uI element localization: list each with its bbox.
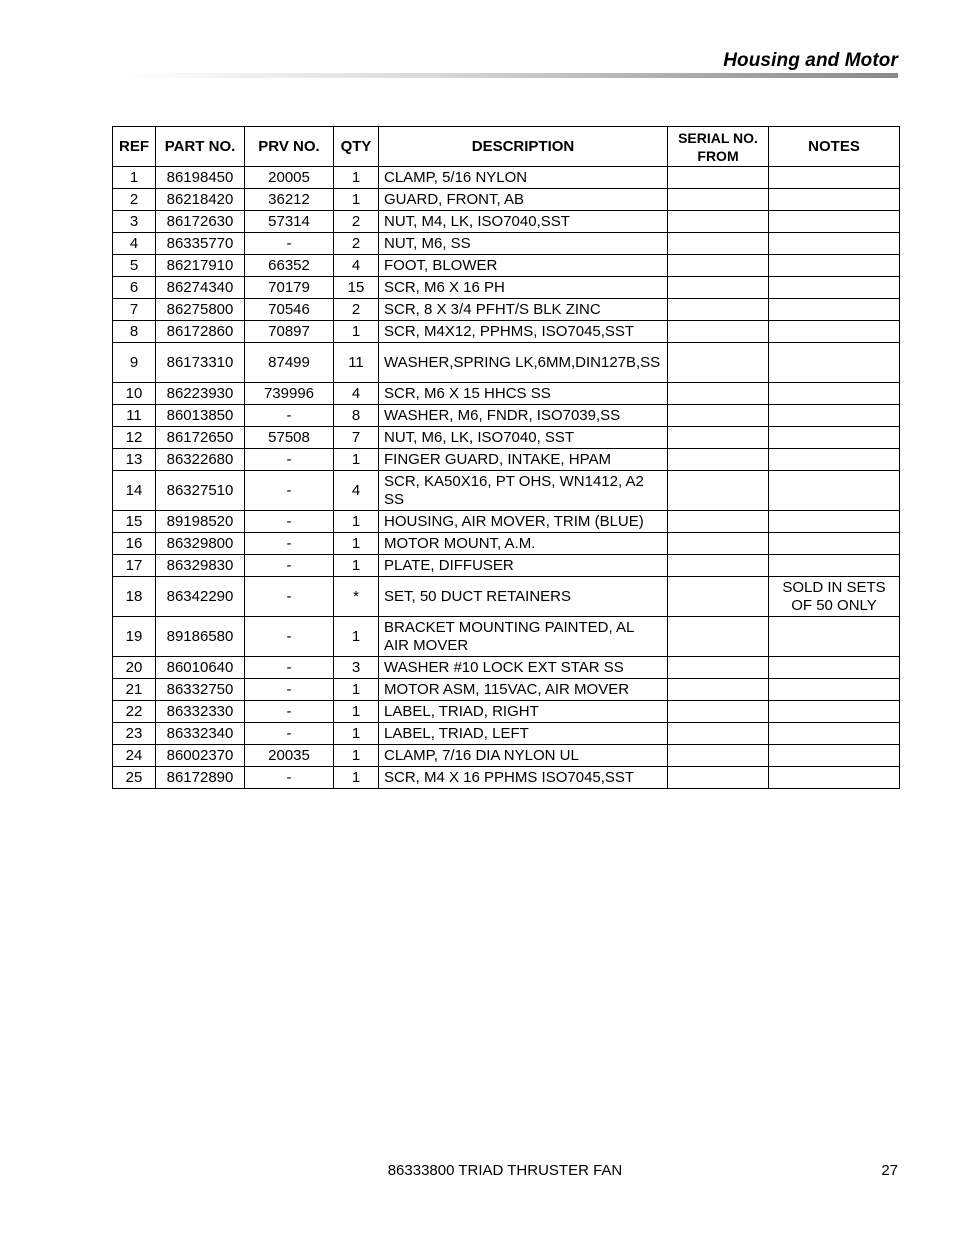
serial-from-cell — [668, 299, 769, 321]
qty-cell: 2 — [334, 299, 379, 321]
description-cell: SCR, M4 X 16 PPHMS ISO7045,SST — [379, 767, 668, 789]
part-no-cell: 86329830 — [156, 555, 245, 577]
ref-cell: 7 — [113, 299, 156, 321]
prv-no-cell: - — [245, 679, 334, 701]
notes-cell — [769, 167, 900, 189]
description-cell: NUT, M4, LK, ISO7040,SST — [379, 211, 668, 233]
notes-cell — [769, 383, 900, 405]
serial-from-cell — [668, 511, 769, 533]
notes-cell — [769, 427, 900, 449]
ref-cell: 13 — [113, 449, 156, 471]
ref-cell: 24 — [113, 745, 156, 767]
part-no-cell: 86198450 — [156, 167, 245, 189]
prv-no-cell: - — [245, 701, 334, 723]
qty-cell: 1 — [334, 679, 379, 701]
table-row — [113, 617, 900, 657]
part-no-cell: 86335770 — [156, 233, 245, 255]
description-cell: SCR, 8 X 3/4 PFHT/S BLK ZINC — [379, 299, 668, 321]
serial-from-cell — [668, 723, 769, 745]
qty-cell: 4 — [334, 471, 379, 511]
part-no-cell: 86218420 — [156, 189, 245, 211]
description-cell: NUT, M6, SS — [379, 233, 668, 255]
serial-from-cell — [668, 701, 769, 723]
qty-cell: 11 — [334, 343, 379, 383]
part-no-cell: 86013850 — [156, 405, 245, 427]
qty-cell: 2 — [334, 233, 379, 255]
prv-no-cell: 20035 — [245, 745, 334, 767]
part-no-cell: 86332340 — [156, 723, 245, 745]
footer-page-number: 27 — [881, 1162, 898, 1179]
part-no-cell: 86172860 — [156, 321, 245, 343]
table-row — [113, 577, 900, 617]
qty-cell: 15 — [334, 277, 379, 299]
part-no-cell: 86217910 — [156, 255, 245, 277]
ref-cell: 5 — [113, 255, 156, 277]
ref-cell: 25 — [113, 767, 156, 789]
description-cell: BRACKET MOUNTING PAINTED, AL AIR MOVER — [379, 617, 668, 657]
notes-cell — [769, 321, 900, 343]
table-row — [113, 189, 900, 211]
ref-cell: 16 — [113, 533, 156, 555]
description-cell: FOOT, BLOWER — [379, 255, 668, 277]
column-header-notes: NOTES — [769, 127, 900, 167]
notes-cell — [769, 255, 900, 277]
part-no-cell: 86172650 — [156, 427, 245, 449]
part-no-cell: 86223930 — [156, 383, 245, 405]
serial-from-cell — [668, 449, 769, 471]
column-header-qty: QTY — [334, 127, 379, 167]
column-header-description: DESCRIPTION — [379, 127, 668, 167]
table-row — [113, 343, 900, 383]
prv-no-cell: - — [245, 555, 334, 577]
table-row — [113, 679, 900, 701]
prv-no-cell: - — [245, 471, 334, 511]
ref-cell: 2 — [113, 189, 156, 211]
table-row — [113, 701, 900, 723]
section-title: Housing and Motor — [723, 50, 898, 71]
serial-from-cell — [668, 189, 769, 211]
ref-cell: 11 — [113, 405, 156, 427]
parts-table-body — [113, 167, 900, 789]
notes-cell — [769, 233, 900, 255]
qty-cell: 1 — [334, 449, 379, 471]
description-cell: NUT, M6, LK, ISO7040, SST — [379, 427, 668, 449]
prv-no-cell: - — [245, 577, 334, 617]
notes-cell — [769, 299, 900, 321]
notes-cell — [769, 471, 900, 511]
table-row — [113, 321, 900, 343]
description-cell: WASHER,SPRING LK,6MM,DIN127B,SS — [379, 343, 668, 383]
serial-from-cell — [668, 577, 769, 617]
notes-cell — [769, 657, 900, 679]
ref-cell: 8 — [113, 321, 156, 343]
qty-cell: 7 — [334, 427, 379, 449]
table-row — [113, 427, 900, 449]
ref-cell: 19 — [113, 617, 156, 657]
part-no-cell: 89198520 — [156, 511, 245, 533]
serial-from-cell — [668, 427, 769, 449]
table-row — [113, 723, 900, 745]
qty-cell: 1 — [334, 511, 379, 533]
prv-no-cell: - — [245, 233, 334, 255]
notes-cell — [769, 343, 900, 383]
notes-cell — [769, 277, 900, 299]
serial-from-cell — [668, 533, 769, 555]
prv-no-cell: - — [245, 511, 334, 533]
qty-cell: 1 — [334, 167, 379, 189]
qty-cell: 1 — [334, 723, 379, 745]
ref-cell: 21 — [113, 679, 156, 701]
serial-from-cell — [668, 679, 769, 701]
part-no-cell: 86172890 — [156, 767, 245, 789]
table-row — [113, 511, 900, 533]
serial-from-cell — [668, 383, 769, 405]
prv-no-cell: - — [245, 533, 334, 555]
column-header-serial-no-from: SERIAL NO. FROM — [668, 127, 769, 167]
notes-cell: SOLD IN SETS OF 50 ONLY — [769, 577, 900, 617]
serial-from-cell — [668, 255, 769, 277]
table-row — [113, 383, 900, 405]
prv-no-cell: 70546 — [245, 299, 334, 321]
part-no-cell: 86332750 — [156, 679, 245, 701]
ref-cell: 15 — [113, 511, 156, 533]
table-row — [113, 471, 900, 511]
qty-cell: 4 — [334, 383, 379, 405]
prv-no-cell: 57314 — [245, 211, 334, 233]
column-header-part-no: PART NO. — [156, 127, 245, 167]
description-cell: PLATE, DIFFUSER — [379, 555, 668, 577]
notes-cell — [769, 701, 900, 723]
part-no-cell: 86173310 — [156, 343, 245, 383]
description-cell: MOTOR ASM, 115VAC, AIR MOVER — [379, 679, 668, 701]
ref-cell: 6 — [113, 277, 156, 299]
notes-cell — [769, 533, 900, 555]
qty-cell: 1 — [334, 533, 379, 555]
serial-from-cell — [668, 277, 769, 299]
part-no-cell: 86002370 — [156, 745, 245, 767]
prv-no-cell: 20005 — [245, 167, 334, 189]
part-no-cell: 86322680 — [156, 449, 245, 471]
description-cell: SCR, M4X12, PPHMS, ISO7045,SST — [379, 321, 668, 343]
notes-cell — [769, 189, 900, 211]
table-row — [113, 277, 900, 299]
prv-no-cell: 87499 — [245, 343, 334, 383]
part-no-cell: 86172630 — [156, 211, 245, 233]
qty-cell: 8 — [334, 405, 379, 427]
part-no-cell: 89186580 — [156, 617, 245, 657]
header-row — [113, 127, 900, 167]
table-row — [113, 533, 900, 555]
qty-cell: 1 — [334, 617, 379, 657]
notes-cell — [769, 511, 900, 533]
qty-cell: 1 — [334, 745, 379, 767]
notes-cell — [769, 405, 900, 427]
ref-cell: 20 — [113, 657, 156, 679]
notes-cell — [769, 679, 900, 701]
notes-cell — [769, 745, 900, 767]
qty-cell: 1 — [334, 555, 379, 577]
parts-table — [112, 126, 900, 789]
table-row — [113, 405, 900, 427]
serial-from-cell — [668, 657, 769, 679]
part-no-cell: 86332330 — [156, 701, 245, 723]
qty-cell: 1 — [334, 701, 379, 723]
serial-from-cell — [668, 405, 769, 427]
description-cell: CLAMP, 5/16 NYLON — [379, 167, 668, 189]
part-no-cell: 86329800 — [156, 533, 245, 555]
serial-from-cell — [668, 167, 769, 189]
serial-from-cell — [668, 321, 769, 343]
part-no-cell: 86275800 — [156, 299, 245, 321]
qty-cell: 3 — [334, 657, 379, 679]
ref-cell: 9 — [113, 343, 156, 383]
ref-cell: 17 — [113, 555, 156, 577]
qty-cell: 1 — [334, 321, 379, 343]
table-row — [113, 167, 900, 189]
qty-cell: 1 — [334, 189, 379, 211]
title-rule — [125, 73, 898, 78]
ref-cell: 12 — [113, 427, 156, 449]
notes-cell — [769, 211, 900, 233]
description-cell: LABEL, TRIAD, RIGHT — [379, 701, 668, 723]
description-cell: SCR, KA50X16, PT OHS, WN1412, A2 SS — [379, 471, 668, 511]
description-cell: SCR, M6 X 16 PH — [379, 277, 668, 299]
prv-no-cell: - — [245, 767, 334, 789]
description-cell: WASHER #10 LOCK EXT STAR SS — [379, 657, 668, 679]
part-no-cell: 86327510 — [156, 471, 245, 511]
prv-no-cell: 70179 — [245, 277, 334, 299]
part-no-cell: 86010640 — [156, 657, 245, 679]
serial-from-cell — [668, 211, 769, 233]
notes-cell — [769, 767, 900, 789]
serial-from-cell — [668, 767, 769, 789]
description-cell: WASHER, M6, FNDR, ISO7039,SS — [379, 405, 668, 427]
ref-cell: 3 — [113, 211, 156, 233]
table-row — [113, 657, 900, 679]
serial-from-cell — [668, 233, 769, 255]
description-cell: HOUSING, AIR MOVER, TRIM (BLUE) — [379, 511, 668, 533]
serial-from-cell — [668, 745, 769, 767]
notes-cell — [769, 723, 900, 745]
notes-cell — [769, 449, 900, 471]
table-row — [113, 299, 900, 321]
ref-cell: 1 — [113, 167, 156, 189]
table-row — [113, 233, 900, 255]
table-row — [113, 211, 900, 233]
ref-cell: 14 — [113, 471, 156, 511]
ref-cell: 10 — [113, 383, 156, 405]
ref-cell: 22 — [113, 701, 156, 723]
notes-cell — [769, 617, 900, 657]
description-cell: LABEL, TRIAD, LEFT — [379, 723, 668, 745]
description-cell: GUARD, FRONT, AB — [379, 189, 668, 211]
table-row — [113, 255, 900, 277]
ref-cell: 18 — [113, 577, 156, 617]
qty-cell: 2 — [334, 211, 379, 233]
description-cell: SET, 50 DUCT RETAINERS — [379, 577, 668, 617]
description-cell: MOTOR MOUNT, A.M. — [379, 533, 668, 555]
column-header-prv-no: PRV NO. — [245, 127, 334, 167]
prv-no-cell: 739996 — [245, 383, 334, 405]
table-row — [113, 449, 900, 471]
column-header-ref: REF — [113, 127, 156, 167]
prv-no-cell: 57508 — [245, 427, 334, 449]
footer-document-title: 86333800 TRIAD THRUSTER FAN — [387, 1162, 623, 1179]
ref-cell: 4 — [113, 233, 156, 255]
table-row — [113, 555, 900, 577]
prv-no-cell: - — [245, 449, 334, 471]
table-row — [113, 745, 900, 767]
qty-cell: 1 — [334, 767, 379, 789]
prv-no-cell: - — [245, 723, 334, 745]
serial-from-cell — [668, 343, 769, 383]
prv-no-cell: - — [245, 657, 334, 679]
prv-no-cell: 66352 — [245, 255, 334, 277]
qty-cell: 4 — [334, 255, 379, 277]
prv-no-cell: - — [245, 405, 334, 427]
parts-table-header — [113, 127, 900, 167]
table-row — [113, 767, 900, 789]
notes-cell — [769, 555, 900, 577]
description-cell: FINGER GUARD, INTAKE, HPAM — [379, 449, 668, 471]
serial-from-cell — [668, 617, 769, 657]
description-cell: CLAMP, 7/16 DIA NYLON UL — [379, 745, 668, 767]
serial-from-cell — [668, 471, 769, 511]
qty-cell: * — [334, 577, 379, 617]
description-cell: SCR, M6 X 15 HHCS SS — [379, 383, 668, 405]
part-no-cell: 86274340 — [156, 277, 245, 299]
prv-no-cell: - — [245, 617, 334, 657]
prv-no-cell: 70897 — [245, 321, 334, 343]
serial-from-cell — [668, 555, 769, 577]
part-no-cell: 86342290 — [156, 577, 245, 617]
ref-cell: 23 — [113, 723, 156, 745]
prv-no-cell: 36212 — [245, 189, 334, 211]
